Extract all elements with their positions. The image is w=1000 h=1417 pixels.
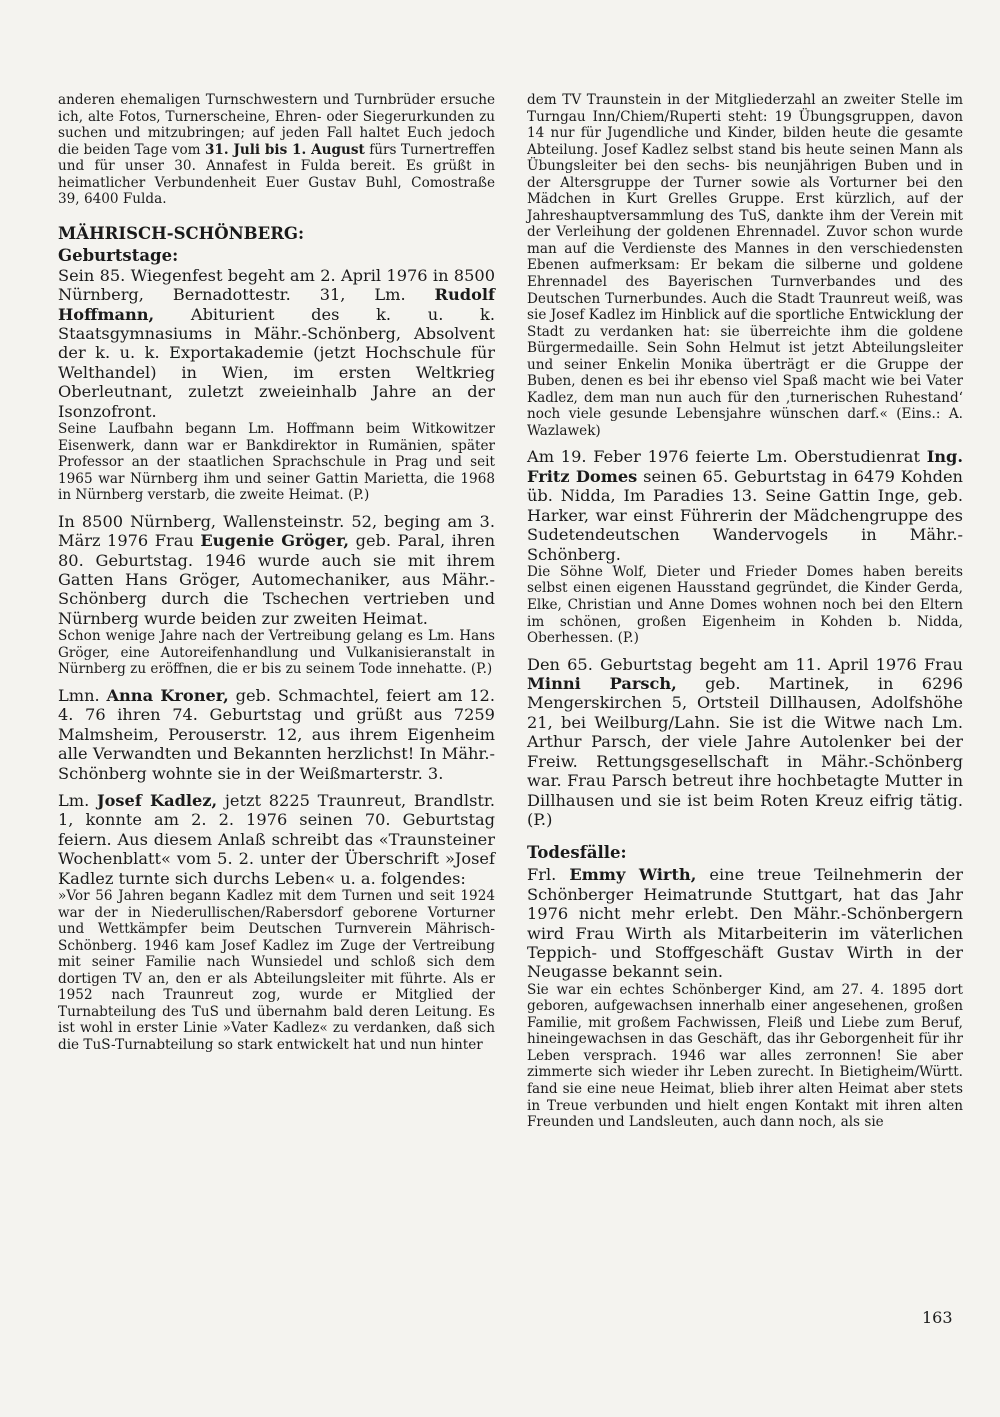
- article-paragraph: Lm. Josef Kadlez, jetzt 8225 Traunreut, Brandlstr. 1, konnte am 2. 2. 1976 seinen 70. Geburtstag feiern. Aus diesem Anlaß schreibt das «Traunsteiner Wochenblatt« vom 5. 2. unter der Überschrift »Josef Kadlez turnte sich durchs Leben« u. a. folgendes:: [58, 790, 495, 888]
- article-paragraph: Frl. Emmy Wirth, eine treue Teilnehmerin der Schönberger Heimatrunde Stuttgart, hat das Jahr 1976 nicht mehr erlebt. Den Mähr.-Schönbergern wird Frau Wirth als Mitarbeiterin im väterlichen Teppich- und Stoffgeschäft Gustav Wirth in der Neugasse bekannt sein.: [527, 865, 963, 982]
- section-heading: MÄHRISCH-SCHÖNBERG:: [58, 223, 305, 243]
- page-number: 163: [922, 1308, 953, 1327]
- left-column: [58, 92, 495, 1053]
- right-column: [527, 92, 963, 1131]
- article-paragraph: Sein 85. Wiegenfest begeht am 2. April 1976 in 8500 Nürnberg, Bernadottestr. 31, Lm. Rudolf Hoffmann, Abiturient des k. u. k. Staatsgymnasiums in Mähr.-Schönberg, Absolvent der k. u. k. Exportakademie (jetzt Hochschule für Welthandel) in Wien, im ersten Weltkrieg Oberleutnant, zuletzt zweieinhalb Jahre an der Isonzofront.: [58, 265, 495, 421]
- article-paragraph: »Vor 56 Jahren begann Kadlez mit dem Turnen und seit 1924 war der in Niederullischen/Rabersdorf geborene Vorturner und Wettkämpfer beim Deutschen Turnverein Mährisch-Schönberg. 1946 kam Josef Kadlez im Zuge der Vertreibung mit seiner Familie nach Wunsiedel und schloß sich dem dortigen TV an, den er als Abteilungsleiter mit führte. Als er 1952 nach Traunreut zog, wurde er Mitglied der Turnabteilung des TuS und übernahm bald deren Leitung. Es ist wohl in erster Linie »Vater Kadlez« zu verdanken, daß sich die TuS-Turnabteilung so stark entwickelt hat und nun hinter: [58, 887, 495, 1053]
- article-paragraph: dem TV Traunstein in der Mitgliederzahl an zweiter Stelle im Turngau Inn/Chiem/Ruperti steht: 19 Übungsgruppen, davon 14 nur für Jugendliche und Kinder, bilden heute die gesamte Abteilung. Josef Kadlez selbst stand bis heute seinen Mann als Übungsleiter bei den sechs- bis neunjährigen Buben und in der Altersgruppe der Turner sowie als Vorturner bei den Mädchen in Kurt Grelles Gruppe. Erst kürzlich, auf der Jahreshauptversammlung des TuS, dankte ihm der Verein mit der Verleihung der goldenen Ehrennadel. Zuvor schon wurde man auf die Verdienste des Mannes in den verschiedensten Ebenen aufmerksam: Er bekam die silberne und goldene Ehrennadel des Bayerischen Turnverbandes und des Deutschen Turnerbundes. Auch die Stadt Traunreut weiß, was sie Josef Kadlez im Hinblick auf die sportliche Entwicklung der Stadt zu verdanken hat: sie überreichte ihm die goldene Bürgermedaille. Sein Sohn Helmut ist jetzt Abteilungsleiter und seiner Enkelin Monika überträgt er die Gruppe der Buben, denen es bei ihr ebenso viel Spaß macht wie bei Vater Kadlez, dem man nun auch für den ‚turnerischen Ruhestand‘ noch viele gesunde Lebensjahre wünschen darf.« (Eins.: A. Wazlawek): [527, 92, 963, 439]
- article-paragraph: Den 65. Geburtstag begeht am 11. April 1976 Frau Minni Parsch, geb. Martinek, in 6296 Mengerskirchen 5, Ortsteil Dillhausen, Adolfshöhe 21, bei Weilburg/Lahn. Sie ist die Witwe nach Lm. Arthur Parsch, der viele Jahre Autolenker bei der Freiw. Rettungsgesellschaft in Mähr.-Schönberg war. Frau Parsch betreut ihre hochbetagte Mutter in Dillhausen und sie ist beim Roten Kreuz eifrig tätig. (P.): [527, 654, 963, 829]
- article-paragraph: In 8500 Nürnberg, Wallensteinstr. 52, beging am 3. März 1976 Frau Eugenie Gröger, geb. Paral, ihren 80. Geburtstag. 1946 wurde auch sie mit ihrem Gatten Hans Gröger, Automechaniker, aus Mähr.-Schönberg durch die Tschechen vertrieben und Nürnberg wurde beiden zur zweiten Heimat.: [58, 511, 496, 628]
- section-heading: Todesfälle:: [527, 843, 627, 863]
- article-paragraph: Sie war ein echtes Schönberger Kind, am 27. 4. 1895 dort geboren, aufgewachsen innerhalb einer angesehenen, großen Familie, mit großem Fachwissen, Fleiß und Liebe zum Beruf, hineingewachsen in das Geschäft, das ihr Geborgenheit für ihr Leben versprach. 1946 war alles zerronnen! Sie aber zimmerte sich wieder ihr Leben zurecht. In Bietigheim/Württ. fand sie eine neue Heimat, blieb ihrer alten Heimat aber stets in Treue verbunden und hielt engen Kontakt mit ihren alten Freunden und Landsleuten, auch dann noch, als sie: [527, 981, 963, 1131]
- article-paragraph: Schon wenige Jahre nach der Vertreibung gelang es Lm. Hans Gröger, eine Autoreifenhandlung und Vulkanisieranstalt in Nürnberg zu eröffnen, die er bis zu seinem Tode innehatte. (P.): [58, 628, 495, 678]
- article-paragraph: Lmn. Anna Kroner, geb. Schmachtel, feiert am 12. 4. 76 ihren 74. Geburtstag und grüßt aus 7259 Malmsheim, Perouserstr. 12, aus ihrem Eigenheim alle Verwandten und Bekannten herzlichst! In Mähr.-Schönberg wohnte sie in der Weißmarterstr. 3.: [58, 685, 495, 783]
- article-paragraph: Seine Laufbahn begann Lm. Hoffmann beim Witkowitzer Eisenwerk, dann war er Bankdirektor in Rumänien, später Professor an der staatlichen Sprachschule in Prag und seit 1965 war Nürnberg ihm und seiner Gattin Marietta, die 1968 in Nürnberg verstarb, die zweite Heimat. (P.): [58, 421, 495, 504]
- article-paragraph: anderen ehemaligen Turnschwestern und Turnbrüder ersuche ich, alte Fotos, Turnerscheine, Ehren- oder Siegerurkunden zu suchen und mitzubringen; auf jeden Fall haltet Euch jedoch die beiden Tage vom 31. Juli bis 1. August fürs Turnertreffen und für unser 30. Annafest in Fulda bereit. Es grüßt in heimatlicher Verbundenheit Euer Gustav Buhl, Comostraße 39, 6400 Fulda.: [58, 92, 495, 208]
- article-paragraph: Am 19. Feber 1976 feierte Lm. Oberstudienrat Ing. Fritz Domes seinen 65. Geburtstag in 6479 Kohden üb. Nidda, Im Paradies 13. Seine Gattin Inge, geb. Harker, war einst Führerin der Mädchengruppe des Sudetendeutschen Wandervogels in Mähr.-Schönberg.: [527, 447, 963, 564]
- article-paragraph: Die Söhne Wolf, Dieter und Frieder Domes haben bereits selbst einen eigenen Hausstand gegründet, die Kinder Gerda, Elke, Christian und Anne Domes wohnen noch bei den Eltern im schönen, großen Eigenheim in Kohden b. Nidda, Oberhessen. (P.): [527, 563, 963, 647]
- subsection-heading: Geburtstage:: [58, 245, 179, 265]
